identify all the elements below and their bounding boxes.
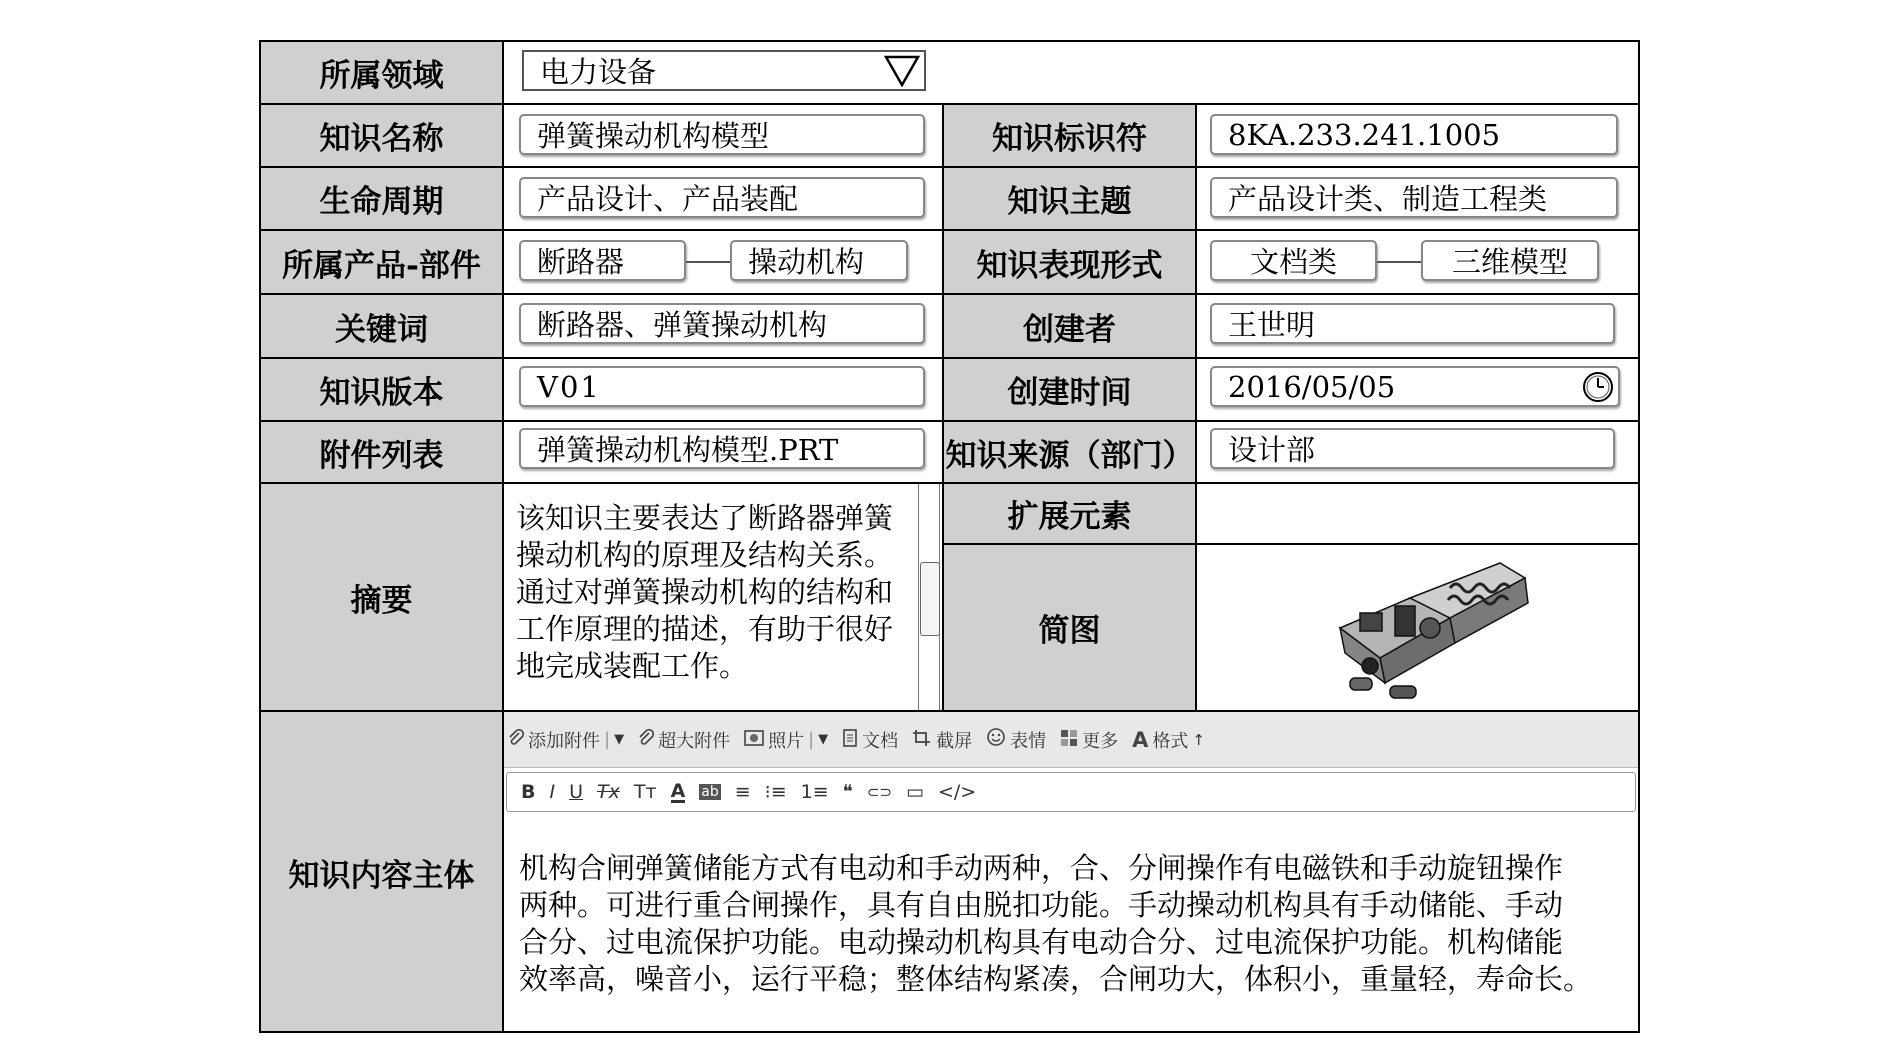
label-create-time: 创建时间 <box>944 359 1195 420</box>
content-line: 两种。可进行重合闸操作，具有自由脱扣功能。手动操动机构具有手动储能、手动 <box>519 888 1564 922</box>
part-field[interactable]: 操动机构 <box>730 240 908 281</box>
link-button[interactable]: ⊂⊃ <box>866 783 893 801</box>
label-summary: 摘要 <box>261 484 502 710</box>
attachments-field[interactable]: 弹簧操动机构模型.PRT <box>519 428 925 469</box>
font-color-button[interactable]: A <box>670 779 686 802</box>
label-theme: 知识主题 <box>944 168 1195 229</box>
summary-textarea[interactable] <box>516 500 926 705</box>
underline-button[interactable]: U <box>569 781 584 803</box>
label-domain: 所属领域 <box>261 42 502 103</box>
screenshot-label: 截屏 <box>936 730 973 752</box>
code-button[interactable]: </> <box>937 781 977 803</box>
chevron-down-icon[interactable]: ▼ <box>614 732 625 747</box>
font-size-button[interactable]: Tт <box>633 781 657 803</box>
lifecycle-field[interactable]: 产品设计、产品装配 <box>519 177 925 218</box>
content-line: 效率高，噪音小，运行平稳；整体结构紧凑，合闸功大，体积小，重量轻，寿命长。 <box>519 962 1593 996</box>
crop-icon <box>912 728 932 752</box>
screenshot-button[interactable] <box>912 727 972 753</box>
label-form: 知识表现形式 <box>944 231 1195 293</box>
label-lifecycle: 生命周期 <box>261 168 502 229</box>
smiley-icon <box>986 727 1006 752</box>
product-field[interactable]: 断路器 <box>519 240 686 281</box>
photo-label: 照片 <box>768 730 805 752</box>
insert-button[interactable]: ▭ <box>906 781 924 803</box>
domain-select[interactable] <box>522 50 926 91</box>
sketch-image <box>1330 558 1530 703</box>
emoji-button[interactable] <box>986 727 1046 753</box>
content-editor[interactable] <box>519 850 1634 1010</box>
version-field[interactable]: V01 <box>519 366 925 407</box>
label-product-part: 所属产品-部件 <box>261 231 502 293</box>
content-line: 合分、过电流保护功能。电动操动机构具有电动合分、过电流保护功能。机构储能 <box>519 925 1564 959</box>
bullet-list-button[interactable]: ⁝≡ <box>764 781 787 803</box>
emoji-label: 表情 <box>1010 730 1047 752</box>
more-button[interactable] <box>1060 727 1118 753</box>
font-format-icon: A <box>1132 727 1149 752</box>
keywords-field[interactable]: 断路器、弹簧操动机构 <box>519 303 925 344</box>
knowledge-name-field[interactable]: 弹簧操动机构模型 <box>519 114 925 155</box>
label-source: 知识来源（部门） <box>944 422 1195 482</box>
bold-button[interactable]: B <box>521 781 536 803</box>
clock-icon[interactable] <box>1578 369 1618 405</box>
arrow-up-icon: ↑ <box>1192 730 1205 749</box>
form-b-field[interactable]: 三维模型 <box>1421 240 1599 281</box>
create-time-field[interactable] <box>1210 366 1620 407</box>
domain-select-value: 电力设备 <box>540 55 657 89</box>
summary-scrollbar[interactable] <box>918 484 940 710</box>
label-name: 知识名称 <box>261 105 502 166</box>
chevron-down-icon[interactable]: ▼ <box>818 732 829 747</box>
large-attachment-label: 超大附件 <box>658 730 731 752</box>
highlight-button[interactable]: ab <box>701 784 719 800</box>
triangle-down-icon[interactable] <box>880 52 924 89</box>
format-button[interactable] <box>1132 727 1205 753</box>
paperclip-icon <box>508 728 524 752</box>
summary-scrollbar-thumb[interactable] <box>920 562 940 636</box>
more-label: 更多 <box>1082 730 1119 752</box>
clear-format-button[interactable]: Tx <box>597 781 620 803</box>
product-part-connector <box>686 261 730 263</box>
numbered-list-button[interactable]: 1≡ <box>800 781 829 803</box>
label-version: 知识版本 <box>261 359 502 420</box>
form-a-field[interactable]: 文档类 <box>1210 240 1377 281</box>
source-field[interactable]: 设计部 <box>1210 428 1615 469</box>
label-identifier: 知识标识符 <box>944 105 1195 166</box>
create-time-value: 2016/05/05 <box>1228 369 1396 404</box>
quote-button[interactable]: ❝ <box>842 781 853 803</box>
summary-line: 操动机构的原理及结构关系。 <box>516 538 894 572</box>
creator-field[interactable]: 王世明 <box>1210 303 1615 344</box>
align-button[interactable]: ≡ <box>734 781 751 803</box>
knowledge-identifier-field[interactable]: 8KA.233.241.1005 <box>1210 114 1618 155</box>
summary-line: 该知识主要表达了断路器弹簧 <box>516 501 894 535</box>
label-extension: 扩展元素 <box>944 484 1195 543</box>
label-creator: 创建者 <box>944 295 1195 357</box>
summary-line: 工作原理的描述，有助于很好 <box>516 612 894 646</box>
summary-line: 通过对弹簧操动机构的结构和 <box>516 575 894 609</box>
label-content: 知识内容主体 <box>261 712 502 1032</box>
editor-toolbar-primary <box>504 712 1638 768</box>
theme-field[interactable]: 产品设计类、制造工程类 <box>1210 177 1618 218</box>
document-label: 文档 <box>862 730 899 752</box>
add-attachment-label: 添加附件 <box>528 730 600 752</box>
label-sketch: 简图 <box>944 545 1195 710</box>
photo-button[interactable]: 照片 | ▼ <box>744 727 828 753</box>
photo-icon <box>744 728 764 752</box>
add-attachment-button[interactable]: 添加附件 | ▼ <box>508 727 624 753</box>
paperclip-icon <box>638 728 654 752</box>
document-button[interactable] <box>842 727 898 753</box>
content-line: 机构合闸弹簧储能方式有电动和手动两种，合、分闸操作有电磁铁和手动旋钮操作 <box>519 851 1564 885</box>
document-icon <box>842 728 858 752</box>
label-keywords: 关键词 <box>261 295 502 357</box>
grid-icon <box>1060 728 1078 752</box>
format-label: 格式 <box>1152 730 1189 752</box>
summary-line: 地完成装配工作。 <box>516 649 749 683</box>
large-attachment-button[interactable] <box>638 727 730 753</box>
form-connector <box>1377 261 1421 263</box>
italic-button[interactable]: I <box>549 781 556 803</box>
label-attachments: 附件列表 <box>261 422 502 482</box>
editor-toolbar-formatting <box>506 772 1636 812</box>
